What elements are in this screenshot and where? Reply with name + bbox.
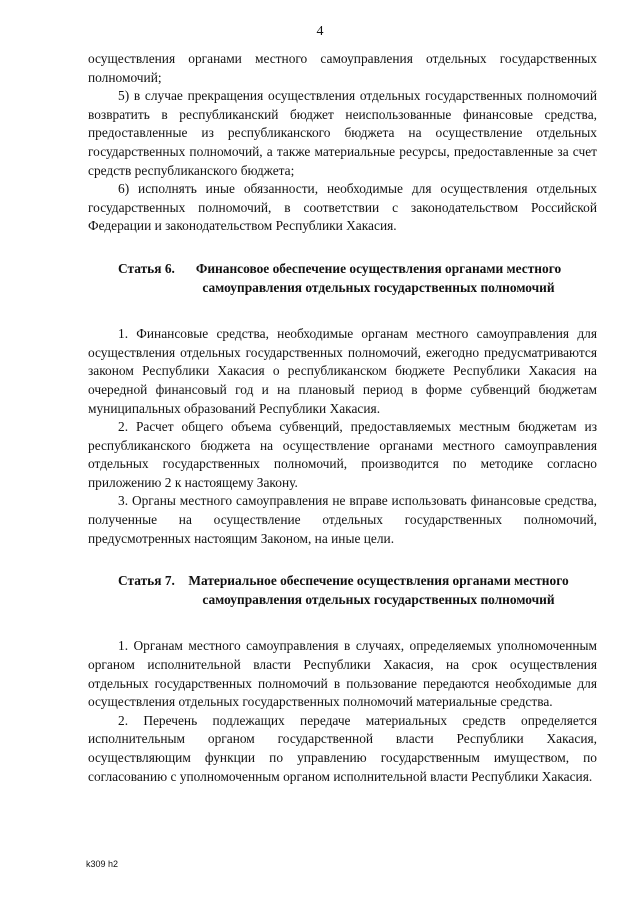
- article-6-title: Финансовое обеспечение осуществления органами местного самоуправления отдельных государственных полномочий: [195, 260, 562, 295]
- article-6-body: [88, 325, 597, 548]
- article-6-number: Статья 6.: [118, 260, 175, 276]
- article-6-paragraph-1: 1. Финансовые средства, необходимые органам местного самоуправления для осуществления отдельных государственных полномочий, ежегодно предусматриваются законом Республики Хакасия о республиканском бюджете Республики Хакасия на очередной финансовый год и на плановый период в форме субвенций бюджетам муниципальных образований Республики Хакасия.: [88, 326, 597, 416]
- footer-code: k309 h2: [86, 859, 119, 869]
- document-body: [88, 50, 597, 786]
- article-6-paragraph-2: 2. Расчет общего объема субвенций, предоставляемых местным бюджетам из республиканского бюджета на осуществление органами местного самоуправления отдельных государственных полномочий, производится по методике согласно приложению 2 к настоящему Закону.: [88, 419, 597, 490]
- intro-paragraph-1: осуществления органами местного самоуправления отдельных государственных полномочий;: [88, 51, 597, 85]
- article-7-paragraph-2: 2. Перечень подлежащих передаче материальных средств определяется исполнительным органом государственной власти Республики Хакасия, осуществляющим функции по управлению государственным имуществом, по согласованию с уполномоченным органом исполнительной власти Республики Хакасия.: [88, 712, 597, 784]
- article-7-body: [88, 637, 597, 786]
- article-7-paragraph-1: 1. Органам местного самоуправления в случаях, определяемых уполномоченным органом исполнительной власти Республики Хакасия, на срок осуществления отдельных государственных полномочий в пользование передаются необходимые для осуществления отдельных государственных полномочий материальные средства.: [88, 638, 597, 710]
- intro-paragraph-3: 6) исполнять иные обязанности, необходимые для осуществления отдельных государственных полномочий, в соответствии с законодательством Российской Федерации и законодательством Республики Хакасия.: [88, 181, 597, 234]
- article-7-title: Материальное обеспечение осуществления органами местного самоуправления отдельных государственных полномочий: [188, 573, 569, 607]
- page-number: 4: [316, 24, 324, 39]
- article-6-heading: [88, 260, 597, 297]
- article-7-heading: [88, 572, 597, 609]
- article-7-number: Статья 7.: [118, 573, 175, 589]
- intro-paragraph-2: 5) в случае прекращения осуществления отдельных государственных полномочий возвратить в республиканский бюджет неиспользованные финансовые средства, предоставленные из республиканского бюджета на осуществление отдельных государственных полномочий, а также материальные ресурсы, предоставленные за счет средств республиканского бюджета;: [88, 88, 597, 178]
- article-6-paragraph-3: 3. Органы местного самоуправления не вправе использовать финансовые средства, полученные на осуществление отдельных государственных полномочий, предусмотренных настоящим Законом, на иные цели.: [88, 493, 597, 546]
